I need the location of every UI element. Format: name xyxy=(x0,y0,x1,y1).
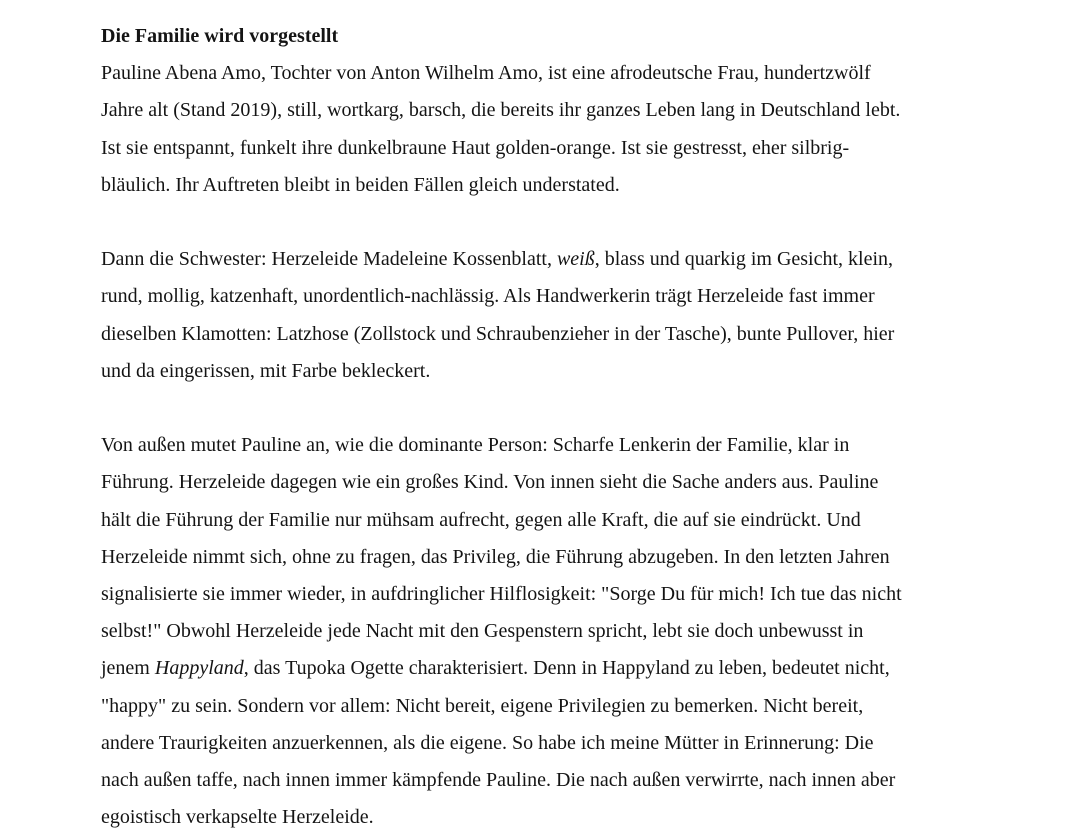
text-line xyxy=(101,613,981,650)
text-segment: "happy" zu sein. Sondern vor allem: Nicht bereit, eigene Privilegien zu bemerken. Nicht bereit, xyxy=(101,694,864,717)
text-segment: jenem xyxy=(101,657,155,680)
section-heading: Die Familie wird vorgestellt xyxy=(101,25,339,47)
text-line xyxy=(101,130,981,167)
text-line xyxy=(101,725,981,762)
emphasis-text: weiß xyxy=(556,248,595,271)
text-segment: Herzeleide nimmt sich, ohne zu fragen, das Privileg, die Führung abzugeben. In den letzten Jahren xyxy=(101,545,890,568)
text-segment: und da eingerissen, mit Farbe bekleckert. xyxy=(101,359,431,382)
text-segment: Von außen mutet Pauline an, wie die dominante Person: Scharfe Lenkerin der Familie, klar in xyxy=(101,434,850,457)
text-line xyxy=(101,576,981,613)
text-line xyxy=(101,539,981,576)
text-line xyxy=(101,650,981,687)
text-segment: hält die Führung der Familie nur mühsam aufrecht, gegen alle Kraft, die auf sie eindrückt. Und xyxy=(101,508,861,531)
text-line xyxy=(101,464,981,501)
text-segment: egoistisch verkapselte Herzeleide. xyxy=(101,806,374,829)
text-segment: signalisierte sie immer wieder, in aufdringlicher Hilflosigkeit: "Sorge Du für mich! Ich tue das nicht xyxy=(101,583,902,606)
text-line xyxy=(101,278,981,315)
text-segment: Ist sie entspannt, funkelt ihre dunkelbraune Haut golden-orange. Ist sie gestresst, eher silbrig- xyxy=(101,136,850,159)
paragraph xyxy=(101,55,981,204)
text-line xyxy=(101,316,981,353)
document-body xyxy=(101,55,981,836)
text-line xyxy=(101,427,981,464)
text-segment: Dann die Schwester: Herzeleide Madeleine Kossenblatt, xyxy=(101,248,557,271)
document-page xyxy=(101,18,981,836)
text-segment: Jahre alt (Stand 2019), still, wortkarg, barsch, die bereits ihr ganzes Leben lang in Deutschland lebt. xyxy=(101,99,901,122)
text-segment: Führung. Herzeleide dagegen wie ein großes Kind. Von innen sieht die Sache anders aus. Pauline xyxy=(101,471,879,494)
text-segment: selbst!" Obwohl Herzeleide jede Nacht mit den Gespenstern spricht, lebt sie doch unbewusst in xyxy=(101,620,864,643)
text-segment: nach außen taffe, nach innen immer kämpfende Pauline. Die nach außen verwirrte, nach innen aber xyxy=(101,769,896,792)
text-line xyxy=(101,167,981,204)
text-line xyxy=(101,762,981,799)
text-segment: , das Tupoka Ogette charakterisiert. Denn in Happyland zu leben, bedeutet nicht, xyxy=(243,657,890,680)
text-line xyxy=(101,92,981,129)
text-line xyxy=(101,55,981,92)
paragraph xyxy=(101,241,981,390)
text-line xyxy=(101,688,981,725)
text-segment: Pauline Abena Amo, Tochter von Anton Wilhelm Amo, ist eine afrodeutsche Frau, hundertzwölf xyxy=(101,62,871,85)
text-line xyxy=(101,502,981,539)
text-line xyxy=(101,241,981,278)
text-segment: rund, mollig, katzenhaft, unordentlich-nachlässig. Als Handwerkerin trägt Herzeleide fast immer xyxy=(101,285,875,308)
text-line xyxy=(101,799,981,836)
text-segment: , blass und quarkig im Gesicht, klein, xyxy=(594,248,894,271)
emphasis-text: Happyland xyxy=(154,657,244,680)
text-segment: andere Traurigkeiten anzuerkennen, als die eigene. So habe ich meine Mütter in Erinnerung: Die xyxy=(101,731,874,754)
paragraph xyxy=(101,427,981,836)
text-segment: bläulich. Ihr Auftreten bleibt in beiden Fällen gleich understated. xyxy=(101,173,620,196)
text-segment: dieselben Klamotten: Latzhose (Zollstock und Schraubenzieher in der Tasche), bunte Pullover, hier xyxy=(101,322,895,345)
text-line xyxy=(101,353,981,390)
